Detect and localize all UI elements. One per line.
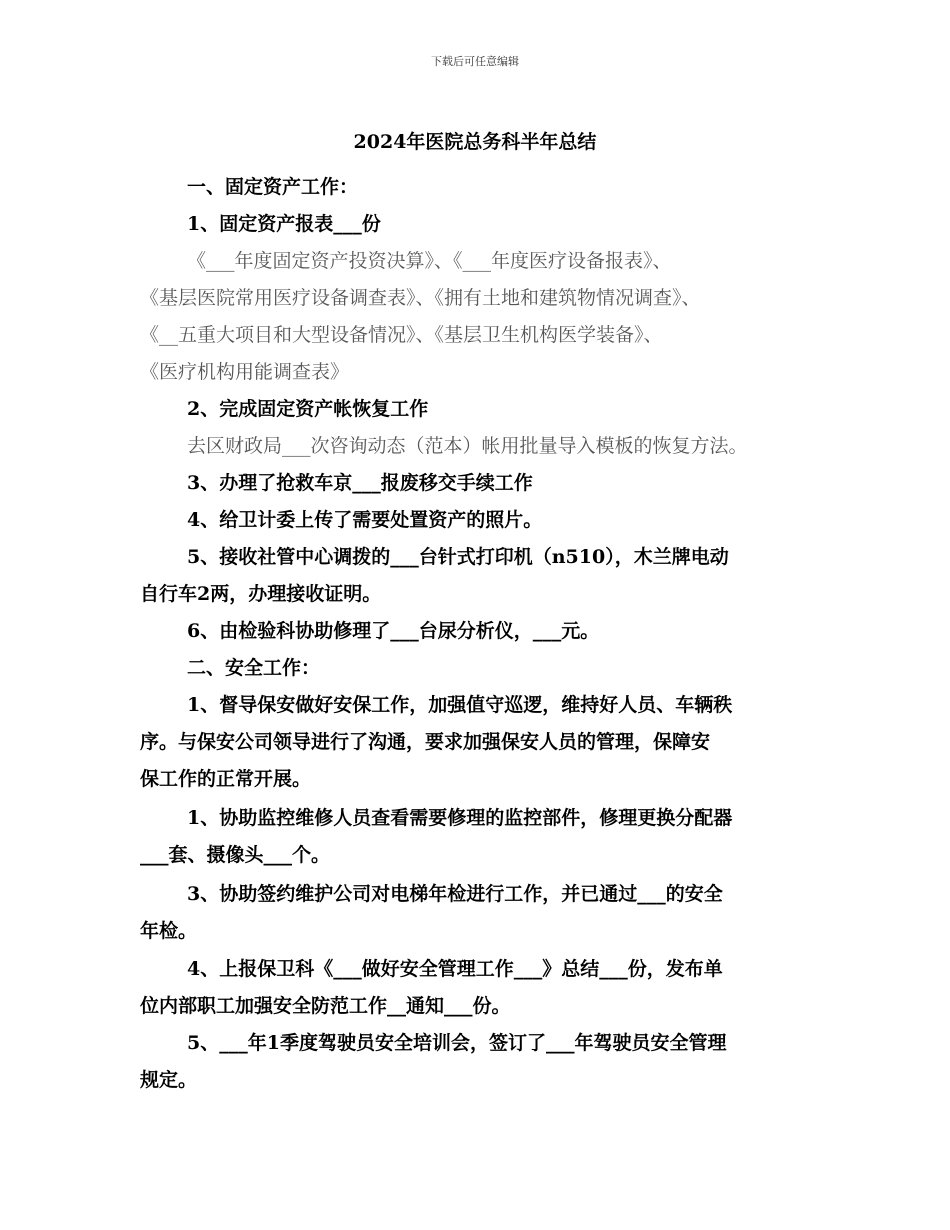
safety-item-1-line-1: 1、督导保安做好安保工作，加强值守巡逻，维持好人员、车辆秩 bbox=[187, 694, 733, 716]
safety-item-5-line-2: 规定。 bbox=[140, 1069, 198, 1091]
section-heading-safety: 二、安全工作： bbox=[187, 657, 321, 679]
safety-item-3-line-2: 年检。 bbox=[140, 920, 198, 942]
item-asset-reports: 1、固定资产报表___份 bbox=[187, 213, 381, 235]
item-ambulance-scrap: 3、办理了抢救车京___报废移交手续工作 bbox=[187, 472, 533, 494]
item-repair-analyzer: 6、由检验科协助修理了___台尿分析仪，___元。 bbox=[187, 620, 600, 642]
item-account-restore: 2、完成固定资产帐恢复工作 bbox=[187, 398, 429, 420]
report-list-line-4: 《医疗机构用能调查表》 bbox=[140, 361, 350, 383]
safety-item-5-line-1: 5、___年1季度驾驶员安全培训会，签订了___年驾驶员安全管理 bbox=[187, 1032, 727, 1054]
report-list-line-1: 《___年度固定资产投资决算》、《___年度医疗设备报表》、 bbox=[187, 250, 672, 272]
safety-item-2-line-2: ___套、摄像头___个。 bbox=[140, 844, 331, 866]
document-title: 2024年医院总务科半年总结 bbox=[353, 131, 597, 153]
item-receive-equipment: 5、接收社管中心调拨的___台针式打印机（n510），木兰牌电动 bbox=[187, 546, 729, 568]
report-list-line-3: 《__五重大项目和大型设备情况》、《基层卫生机构医学装备》、 bbox=[140, 324, 663, 346]
item-receive-equipment-cont: 自行车2两，办理接收证明。 bbox=[140, 583, 382, 605]
safety-item-1-line-2: 序。与保安公司领导进行了沟通，要求加强保安人员的管理，保障安 bbox=[140, 731, 711, 753]
safety-item-3-line-1: 3、协助签约维护公司对电梯年检进行工作，并已通过___的安全 bbox=[187, 883, 723, 905]
safety-item-2-line-1: 1、协助监控维修人员查看需要修理的监控部件，修理更换分配器 bbox=[187, 807, 733, 829]
safety-item-4-line-1: 4、上报保卫科《___做好安全管理工作___》总结___份，发布单 bbox=[187, 958, 723, 980]
item-upload-photos: 4、给卫计委上传了需要处置资产的照片。 bbox=[187, 509, 543, 531]
safety-item-1-line-3: 保工作的正常开展。 bbox=[140, 768, 312, 790]
header-note: 下载后可任意编辑 bbox=[431, 55, 519, 68]
account-restore-detail: 去区财政局___次咨询动态（范本）帐用批量导入模板的恢复方法。 bbox=[187, 435, 748, 457]
report-list-line-2: 《基层医院常用医疗设备调查表》、《拥有土地和建筑物情况调查》、 bbox=[140, 287, 701, 309]
safety-item-4-line-2: 位内部职工加强安全防范工作__通知___份。 bbox=[140, 995, 511, 1017]
section-heading-fixed-assets: 一、固定资产工作： bbox=[187, 176, 359, 198]
